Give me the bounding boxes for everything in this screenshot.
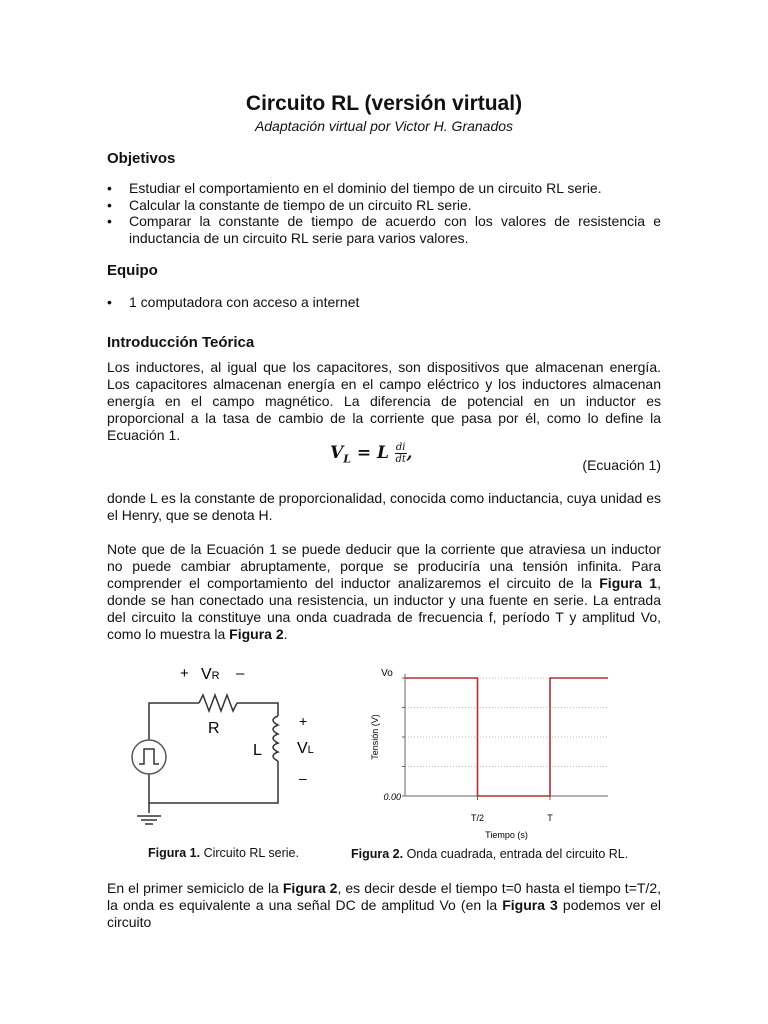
document-subtitle: Adaptación virtual por Victor H. Granados bbox=[254, 118, 514, 134]
text-run: , donde se han conectado una resistencia, un inductor y una fuente en serie. La entrada del circuito la constituye una onda cuadrada de frecuencia f, período T y amplitud Vo, como lo muestra la bbox=[107, 575, 661, 642]
vl-plus-sign: + bbox=[299, 713, 308, 729]
equation-label: (Ecuación 1) bbox=[582, 457, 661, 473]
inductor-symbol bbox=[273, 716, 278, 761]
intro-paragraph-3 bbox=[107, 541, 661, 643]
figure-reference: Figura 2 bbox=[229, 626, 284, 642]
vr-plus-sign: + bbox=[180, 665, 189, 682]
y-tick-label: 0.00 bbox=[383, 792, 401, 802]
equipo-heading: Equipo bbox=[107, 262, 158, 279]
wire-top-right bbox=[237, 703, 278, 716]
wire-bottom bbox=[149, 761, 278, 803]
document-title: Circuito RL (versión virtual) bbox=[245, 92, 523, 115]
equation-1 bbox=[330, 442, 412, 465]
figure-reference: Figura 2 bbox=[282, 880, 338, 896]
x-tick-label: T/2 bbox=[470, 813, 485, 823]
vl-minus-sign: – bbox=[299, 770, 307, 786]
list-item: • Estudiar el comportamiento en el dominio del tiempo de un circuito RL serie. bbox=[107, 180, 661, 197]
intro-paragraph-2: donde L es la constante de proporcionalidad, conocida como inductancia, cuya unidad es el Henry, que se denota H. bbox=[107, 490, 661, 523]
equation-numerator: di bbox=[395, 442, 406, 453]
list-item: • Comparar la constante de tiempo de acuerdo con los valores de resistencia e inductancia de un circuito RL serie para varios valores. bbox=[107, 213, 661, 246]
figure-2-caption: Figura 2. Onda cuadrada, entrada del circuito RL. bbox=[351, 847, 629, 861]
equipo-list bbox=[107, 294, 661, 311]
vl-label: VL bbox=[297, 740, 314, 757]
equation-lhs-subscript: L bbox=[343, 452, 351, 466]
objetivos-heading: Objetivos bbox=[107, 150, 176, 167]
resistor-label: R bbox=[208, 720, 220, 737]
equation-equals: = L bbox=[350, 443, 389, 463]
figure-reference: Figura 3 bbox=[502, 897, 558, 913]
text-run: Note que de la Ecuación 1 se puede deducir que la corriente que atraviesa un inductor no puede cambiar abruptamente, porque se produciría una tensión infinita. Para comprender el comportamiento del inductor analizaremos el circuito de la bbox=[107, 541, 661, 591]
wire-top-left bbox=[149, 703, 199, 740]
y-axis-label: Tensión (V) bbox=[370, 714, 380, 760]
ground-symbol bbox=[137, 816, 161, 824]
list-item: • 1 computadora con acceso a internet bbox=[107, 294, 661, 311]
final-paragraph: En el primer semiciclo de la Figura 2, es decir desde el tiempo t=0 hasta el tiempo t=T/2, la onda es equivalente a una señal DC de amplitud Vo (en la Figura 3 podemos ver el circuito bbox=[107, 880, 661, 930]
resistor-symbol bbox=[199, 695, 237, 711]
equation-denominator: dt bbox=[395, 454, 406, 465]
square-wave-source-icon bbox=[132, 740, 166, 774]
text-run: . bbox=[283, 626, 288, 642]
objetivos-list bbox=[107, 180, 661, 246]
square-wave-chart bbox=[360, 660, 620, 842]
list-item: • Calcular la constante de tiempo de un circuito RL serie. bbox=[107, 197, 661, 214]
vr-label: VR bbox=[201, 666, 220, 683]
introduccion-heading: Introducción Teórica bbox=[107, 334, 255, 351]
equation-fraction bbox=[395, 442, 407, 465]
y-tick-label: Vo bbox=[381, 668, 393, 679]
figure-reference: Figura 1 bbox=[599, 575, 658, 591]
x-axis-label: Tiempo (s) bbox=[485, 830, 528, 840]
equation-trail: , bbox=[406, 443, 413, 463]
x-tick-label: T bbox=[547, 813, 553, 823]
equation-lhs: V bbox=[330, 443, 344, 463]
vr-minus-sign: – bbox=[236, 665, 245, 682]
inductor-label: L bbox=[253, 742, 262, 759]
figure-1-caption: Figura 1. Circuito RL serie. bbox=[148, 846, 299, 860]
intro-paragraph-1: Los inductores, al igual que los capacitores, son dispositivos que almacenan energía. Los capacitores almacenan energía en el campo eléctrico y los inductores almacenan energía en el campo magnético. La diferencia de potencial en un inductor es proporcional a la tasa de cambio de la corriente que pasa por él, como lo define la Ecuación 1. bbox=[107, 359, 661, 443]
rl-circuit-figure bbox=[125, 658, 325, 833]
